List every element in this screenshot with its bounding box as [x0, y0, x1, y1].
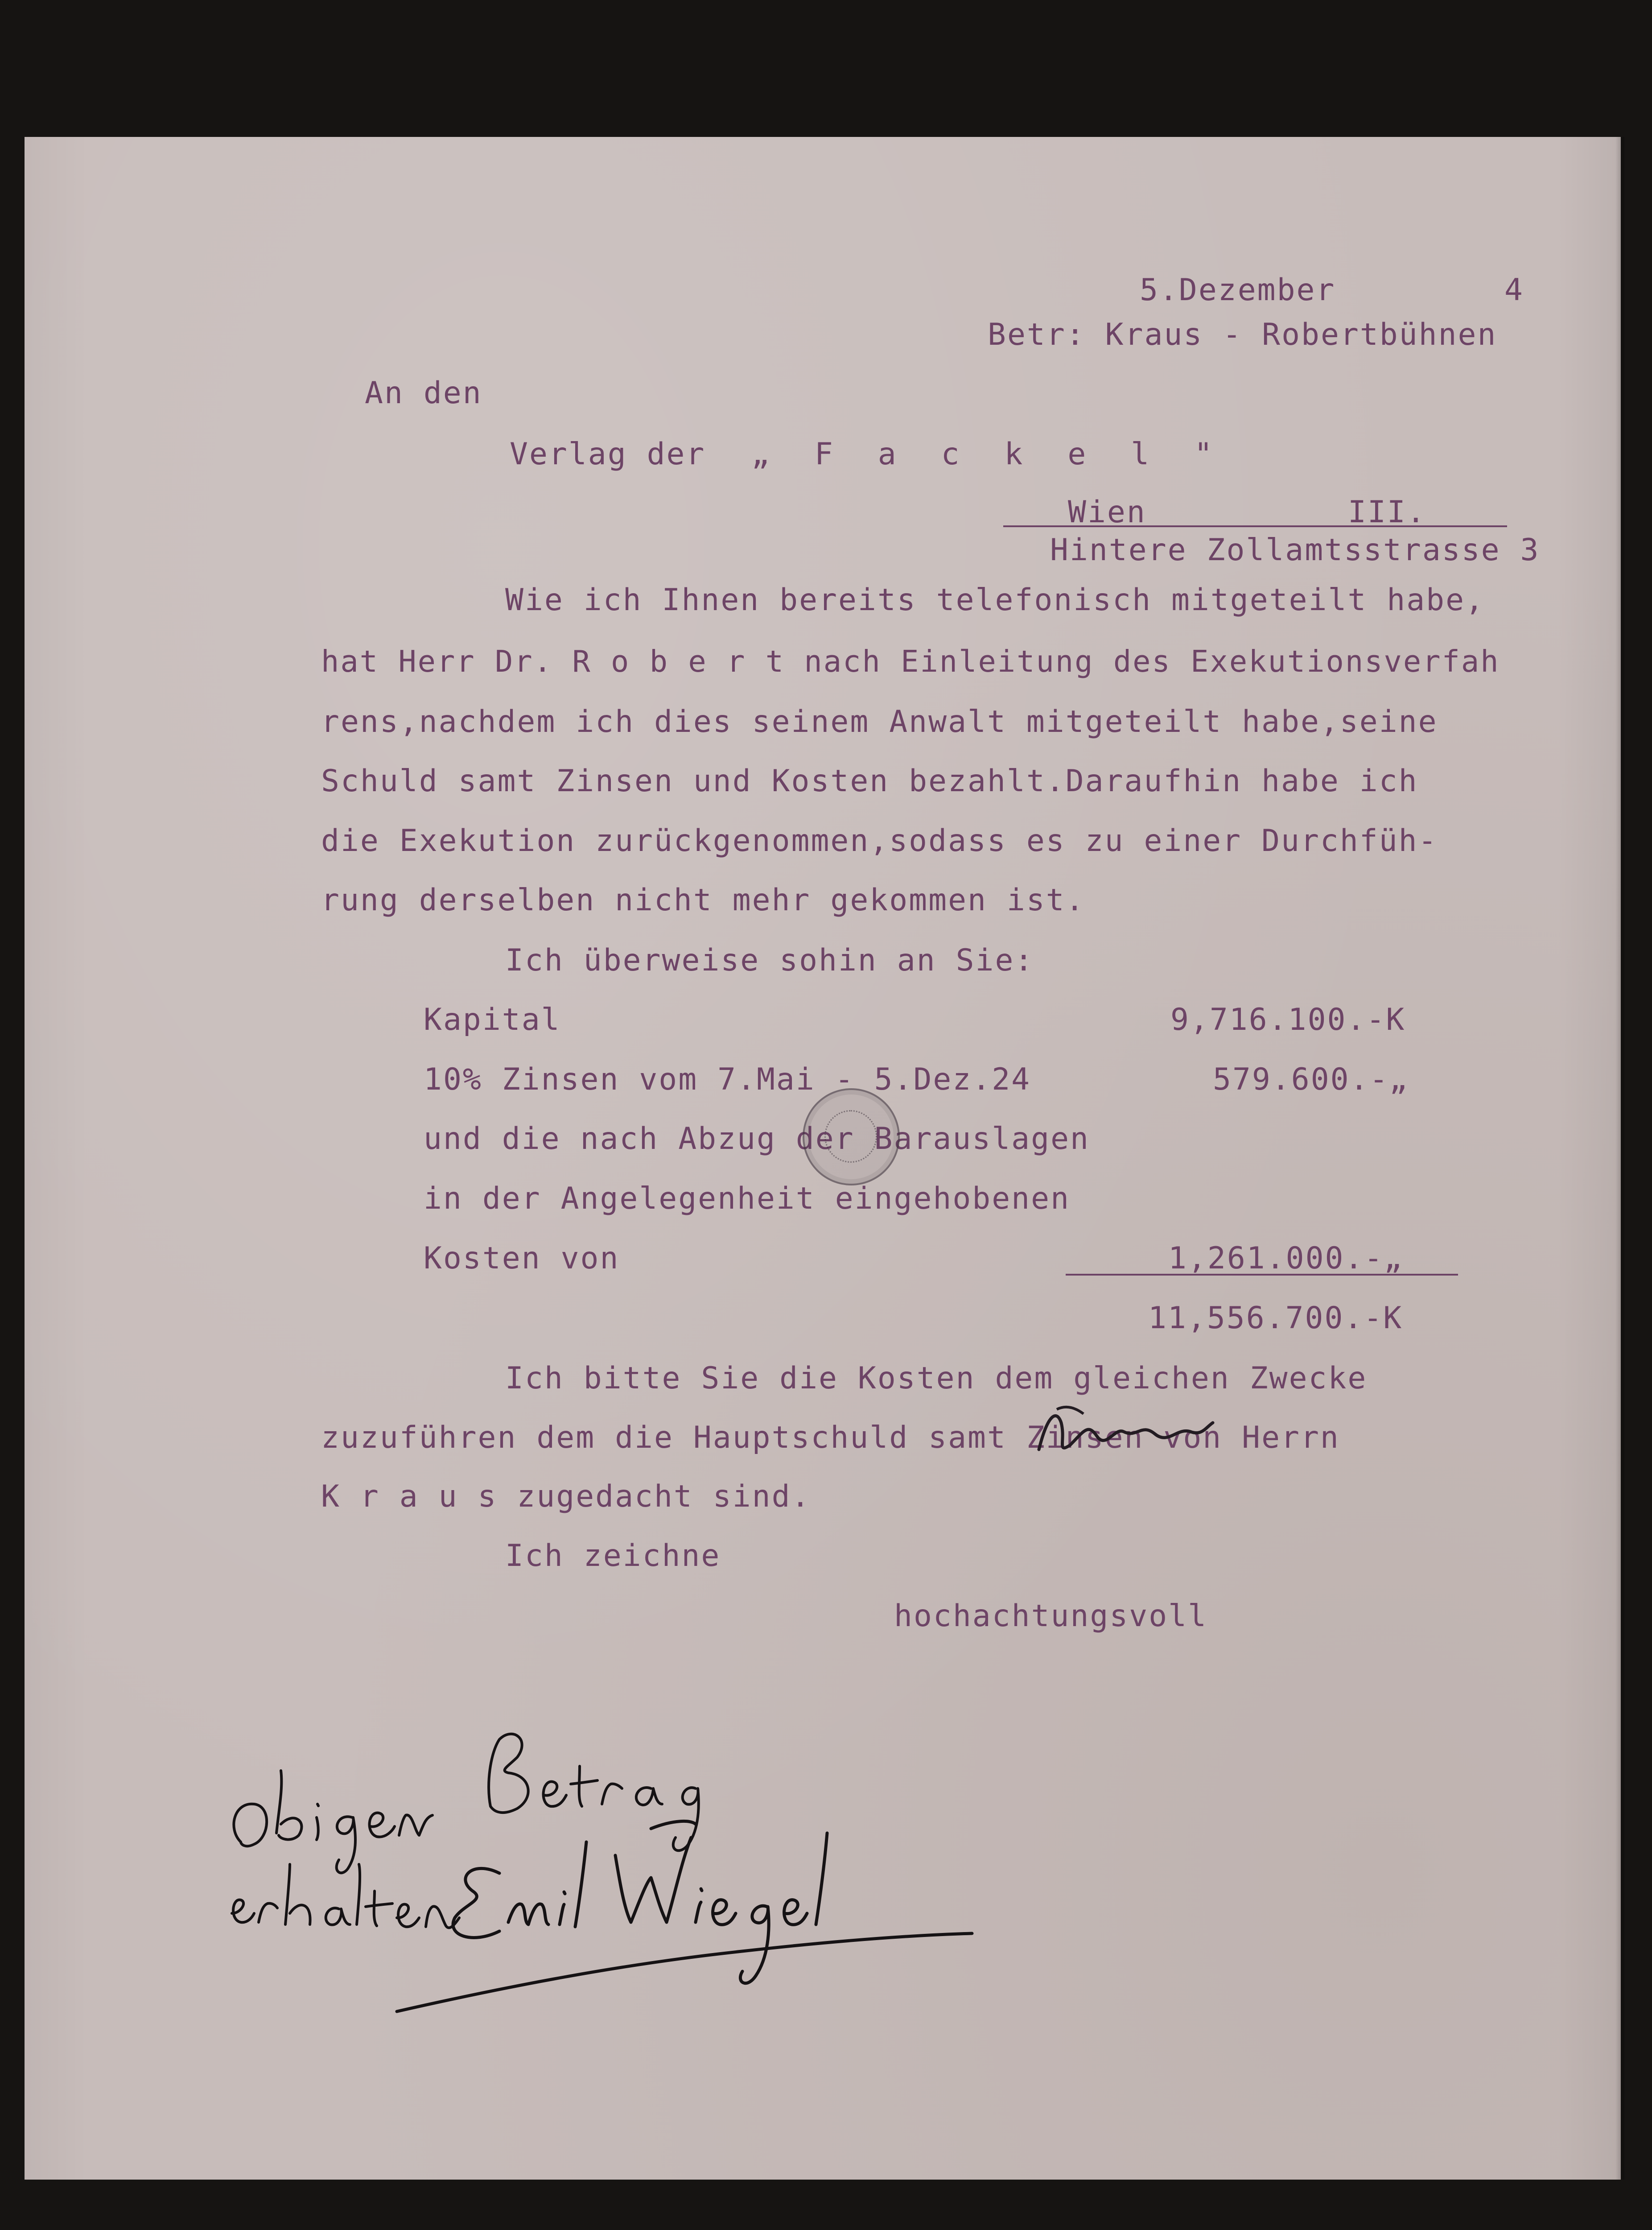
office-stamp [803, 1088, 900, 1185]
address-district: III. [1348, 495, 1426, 530]
closing-line: zuzuführen dem die Hauptschuld samt Zinsen von Herrn [321, 1420, 1340, 1455]
handwritten-signature [383, 1775, 985, 2025]
letter-date: 5.Dezember [1140, 273, 1336, 308]
ledger-label: Kosten von [424, 1241, 620, 1276]
body-line: hat Herr Dr. R o b e r t nach Einleitung des Exekutionsverfah [321, 644, 1500, 679]
ledger-label: in der Angelegenheit eingehobenen [424, 1181, 1071, 1216]
salutation: An den [365, 376, 482, 411]
ledger-label: Kapital [424, 1002, 561, 1037]
body-line: rung derselben nicht mehr gekommen ist. [321, 883, 1085, 918]
body-line: Wie ich Ihnen bereits telefonisch mitgeteilt habe, [505, 582, 1485, 618]
recipient-prefix: Verlag der [510, 437, 706, 472]
page-number: 4 [1504, 273, 1524, 308]
valediction: hochachtungsvoll [894, 1598, 1208, 1634]
ledger-label: 10% Zinsen vom 7.Mai - 5.Dez.24 [424, 1062, 1031, 1097]
body-line: Schuld samt Zinsen und Kosten bezahlt.Daraufhin habe ich [321, 764, 1418, 799]
body-line: die Exekution zurückgenommen,sodass es zu einer Durchfüh- [321, 823, 1438, 859]
closing-line: Ich bitte Sie die Kosten dem gleichen Zwecke [505, 1361, 1368, 1396]
ledger-amount: 579.600.-„ [1213, 1062, 1409, 1097]
ledger-amount: 9,716.100.-K [1170, 1002, 1406, 1037]
recipient-name: „ F a c k e l " [751, 437, 1226, 472]
sum-rule [1066, 1274, 1458, 1276]
address-street: Hintere Zollamtsstrasse 3 [1050, 533, 1540, 568]
ledger-amount: 1,261.000.-„ [1168, 1241, 1404, 1276]
body-line: rens,nachdem ich dies seinem Anwalt mitgeteilt habe,seine [321, 704, 1438, 739]
address-city: Wien [1068, 495, 1146, 530]
closing-line: K r a u s zugedacht sind. [321, 1479, 811, 1514]
sign-intro: Ich zeichne [505, 1538, 721, 1573]
ledger-label: und die nach Abzug der Barauslagen [424, 1121, 1090, 1156]
handwritten-correction [1030, 1396, 1217, 1467]
subject-line: Betr: Kraus - Robertbühnen [988, 317, 1497, 352]
transfer-intro: Ich überweise sohin an Sie: [505, 943, 1034, 978]
ledger-total: 11,556.700.-K [1148, 1301, 1403, 1336]
